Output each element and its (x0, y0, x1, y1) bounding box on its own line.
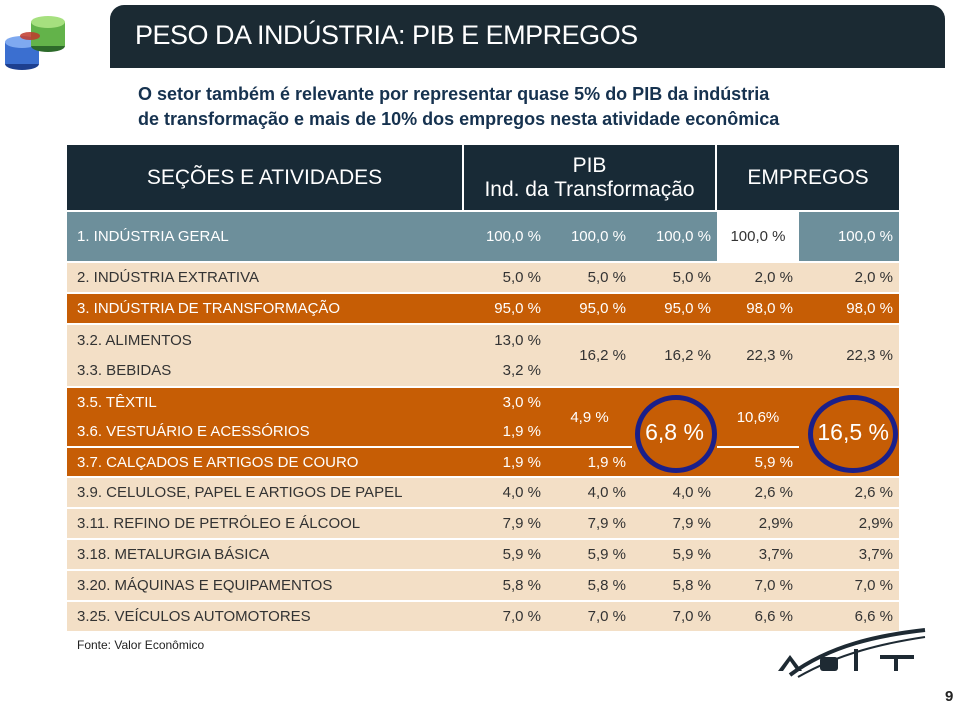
header-pib-line-1: PIB (572, 153, 607, 177)
cell-value: 4,9 % (547, 388, 632, 446)
row-label: 3.18. METALURGIA BÁSICA (67, 540, 462, 569)
cell-value: 4,0 % (547, 478, 632, 507)
cell-value: 5,9 % (547, 540, 632, 569)
cell-value: 95,0 % (547, 294, 632, 323)
row-label: 3.3. BEBIDAS (67, 355, 462, 386)
cell-value: 95,0 % (632, 294, 717, 323)
cell-value: 5,0 % (462, 263, 547, 292)
cell-value: 95,0 % (462, 294, 547, 323)
cell-value: 1,9 % (462, 416, 547, 446)
cell-value: 7,0 % (632, 602, 717, 631)
cell-value: 5,8 % (547, 571, 632, 600)
cell-value: 100,0 % (717, 212, 799, 261)
cell-value: 5,9 % (717, 448, 799, 476)
cell-value: 100,0 % (547, 212, 632, 261)
highlight-circle-pib (635, 395, 717, 473)
cell-value: 7,9 % (547, 509, 632, 538)
cell-value: 98,0 % (799, 294, 899, 323)
cell-value: 7,0 % (717, 571, 799, 600)
subtitle (138, 82, 838, 132)
header-empregos: EMPREGOS (717, 145, 899, 210)
cell-value: 2,9% (799, 509, 899, 538)
cell-value: 3,7% (799, 540, 899, 569)
row-label: 2. INDÚSTRIA EXTRATIVA (67, 263, 462, 292)
header-pib-line-2: Ind. da Transformação (484, 177, 695, 201)
subtitle-line-1: O setor também é relevante por representar quase 5% do PIB da indústria (138, 84, 770, 104)
cell-value: 1,9 % (547, 448, 632, 476)
cell-value: 22,3 % (717, 325, 799, 386)
row-label: 3.25. VEÍCULOS AUTOMOTORES (67, 602, 462, 631)
cell-value: 16,2 % (632, 325, 717, 386)
cell-value: 10,6% (717, 388, 799, 446)
row-label: 3. INDÚSTRIA DE TRANSFORMAÇÃO (67, 294, 462, 323)
page-number: 9 (945, 688, 954, 705)
cell-value: 100,0 % (462, 212, 547, 261)
cell-value: 7,0 % (462, 602, 547, 631)
cell-value: 3,0 % (462, 388, 547, 416)
row-label: 3.7. CALÇADOS E ARTIGOS DE COURO (67, 448, 462, 476)
cell-value: 6,6 % (799, 602, 899, 631)
cell-value: 13,0 % (462, 325, 547, 355)
row-label: 3.20. MÁQUINAS E EQUIPAMENTOS (67, 571, 462, 600)
cell-value: 3,2 % (462, 355, 547, 386)
cell-value: 5,9 % (462, 540, 547, 569)
cell-value: 5,9 % (632, 540, 717, 569)
row-label: 3.11. REFINO DE PETRÓLEO E ÁLCOOL (67, 509, 462, 538)
cell-value: 4,0 % (632, 478, 717, 507)
header-pib (464, 145, 715, 210)
cell-value: 98,0 % (717, 294, 799, 323)
cell-value: 2,0 % (799, 263, 899, 292)
cell-value: 7,0 % (799, 571, 899, 600)
cell-value: 1,9 % (462, 448, 547, 476)
row-label: 1. INDÚSTRIA GERAL (67, 212, 462, 261)
cell-value: 100,0 % (799, 212, 899, 261)
cell-value: 5,8 % (462, 571, 547, 600)
row-label: 3.9. CELULOSE, PAPEL E ARTIGOS DE PAPEL (67, 478, 462, 507)
cell-value: 5,0 % (547, 263, 632, 292)
row-label: 3.6. VESTUÁRIO E ACESSÓRIOS (67, 416, 462, 446)
cell-value: 7,9 % (462, 509, 547, 538)
cell-value: 6,6 % (717, 602, 799, 631)
cell-value: 5,8 % (632, 571, 717, 600)
abit-logo (770, 625, 930, 685)
database-icon (2, 6, 72, 81)
row-label: 3.2. ALIMENTOS (67, 325, 462, 355)
subtitle-line-2: de transformação e mais de 10% dos empregos nesta atividade econômica (138, 109, 780, 129)
source-note: Fonte: Valor Econômico (77, 638, 205, 652)
header-sections: SEÇÕES E ATIVIDADES (67, 145, 462, 210)
cell-value: 100,0 % (632, 212, 717, 261)
cell-value: 4,0 % (462, 478, 547, 507)
highlight-value-empregos: 16,5 % (817, 418, 889, 445)
row-label: 3.5. TÊXTIL (67, 388, 462, 416)
highlight-circle-empregos (808, 395, 898, 473)
cell-value: 22,3 % (799, 325, 899, 386)
cell-value: 7,9 % (632, 509, 717, 538)
cell-value: 2,6 % (799, 478, 899, 507)
cell-value: 2,0 % (717, 263, 799, 292)
highlight-value-pib: 6,8 % (645, 418, 704, 445)
page-title: PESO DA INDÚSTRIA: PIB E EMPREGOS (135, 20, 638, 50)
cell-value: 2,6 % (717, 478, 799, 507)
cell-value: 3,7% (717, 540, 799, 569)
cell-value: 7,0 % (547, 602, 632, 631)
cell-value: 16,2 % (547, 325, 632, 386)
cell-value: 2,9% (717, 509, 799, 538)
cell-value: 5,0 % (632, 263, 717, 292)
